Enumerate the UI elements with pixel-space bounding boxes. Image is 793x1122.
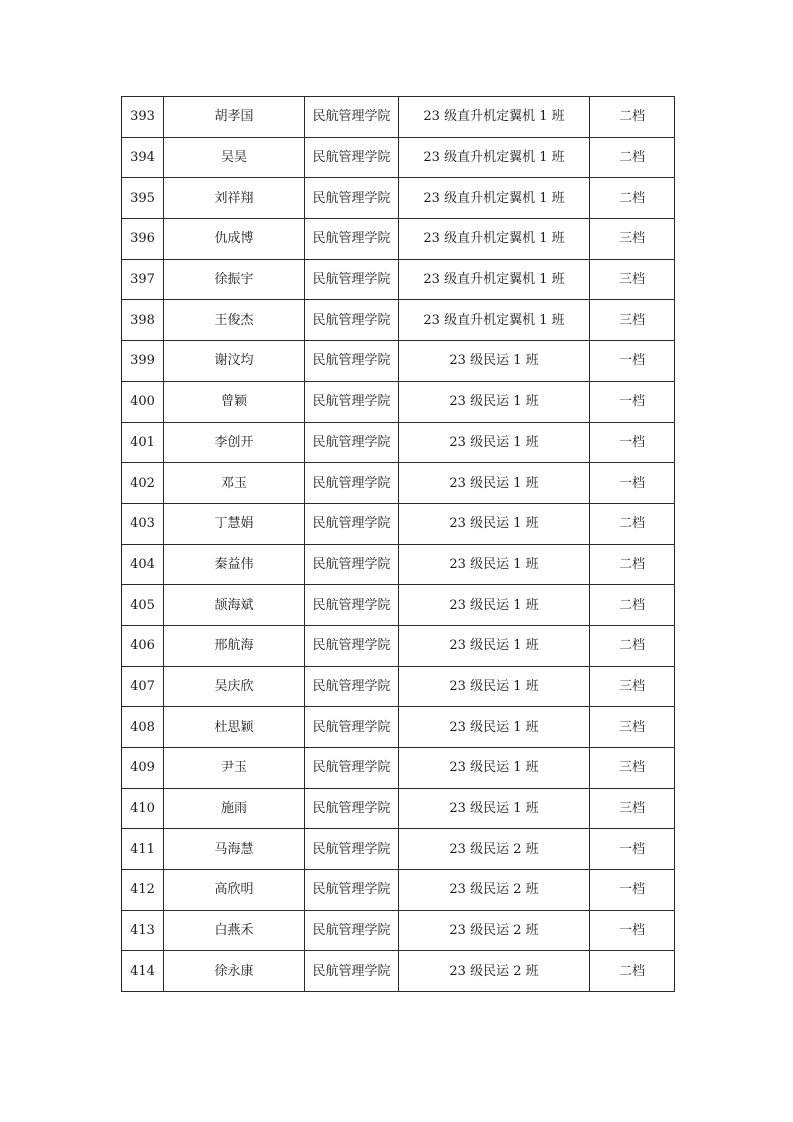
table-row [122,463,675,504]
grade-level-cell: 三档 [590,219,675,260]
table-row [122,585,675,626]
student-name-cell: 丁慧娟 [164,503,305,544]
student-name-cell: 徐永康 [164,951,305,992]
table-row [122,788,675,829]
class-cell: 23 级直升机定翼机 1 班 [399,137,590,178]
table-row [122,259,675,300]
student-name-cell: 吴昊 [164,137,305,178]
student-name-cell: 尹玉 [164,748,305,789]
serial-number-cell: 398 [122,300,164,341]
college-cell: 民航管理学院 [305,503,399,544]
table-row [122,829,675,870]
class-cell: 23 级民运 1 班 [399,707,590,748]
student-name-cell: 邢航海 [164,625,305,666]
student-name-cell: 马海慧 [164,829,305,870]
class-cell: 23 级直升机定翼机 1 班 [399,97,590,138]
grade-level-cell: 一档 [590,829,675,870]
student-name-cell: 刘祥翔 [164,178,305,219]
roster-body [122,97,675,992]
serial-number-cell: 406 [122,625,164,666]
table-row [122,666,675,707]
student-name-cell: 仇成博 [164,219,305,260]
grade-level-cell: 二档 [590,137,675,178]
table-row [122,748,675,789]
class-cell: 23 级民运 1 班 [399,381,590,422]
grade-level-cell: 一档 [590,463,675,504]
college-cell: 民航管理学院 [305,97,399,138]
class-cell: 23 级直升机定翼机 1 班 [399,259,590,300]
college-cell: 民航管理学院 [305,341,399,382]
student-name-cell: 谢汶均 [164,341,305,382]
table-row [122,381,675,422]
table-row [122,870,675,911]
table-row [122,910,675,951]
table-row [122,625,675,666]
class-cell: 23 级民运 1 班 [399,585,590,626]
table-row [122,137,675,178]
serial-number-cell: 411 [122,829,164,870]
college-cell: 民航管理学院 [305,870,399,911]
class-cell: 23 级民运 1 班 [399,625,590,666]
college-cell: 民航管理学院 [305,666,399,707]
serial-number-cell: 393 [122,97,164,138]
grade-level-cell: 二档 [590,97,675,138]
college-cell: 民航管理学院 [305,910,399,951]
serial-number-cell: 410 [122,788,164,829]
class-cell: 23 级民运 1 班 [399,748,590,789]
serial-number-cell: 402 [122,463,164,504]
college-cell: 民航管理学院 [305,219,399,260]
table-row [122,341,675,382]
serial-number-cell: 408 [122,707,164,748]
table-row [122,544,675,585]
table-row [122,97,675,138]
serial-number-cell: 409 [122,748,164,789]
grade-level-cell: 一档 [590,422,675,463]
grade-level-cell: 三档 [590,748,675,789]
serial-number-cell: 397 [122,259,164,300]
college-cell: 民航管理学院 [305,178,399,219]
table-row [122,219,675,260]
grade-level-cell: 一档 [590,381,675,422]
student-name-cell: 胡孝国 [164,97,305,138]
class-cell: 23 级民运 1 班 [399,788,590,829]
serial-number-cell: 401 [122,422,164,463]
grade-level-cell: 三档 [590,666,675,707]
class-cell: 23 级民运 1 班 [399,666,590,707]
serial-number-cell: 399 [122,341,164,382]
table-row [122,300,675,341]
college-cell: 民航管理学院 [305,625,399,666]
table-row [122,951,675,992]
college-cell: 民航管理学院 [305,951,399,992]
college-cell: 民航管理学院 [305,748,399,789]
student-name-cell: 邓玉 [164,463,305,504]
table-row [122,707,675,748]
serial-number-cell: 403 [122,503,164,544]
student-name-cell: 王俊杰 [164,300,305,341]
college-cell: 民航管理学院 [305,137,399,178]
class-cell: 23 级民运 2 班 [399,910,590,951]
college-cell: 民航管理学院 [305,463,399,504]
grade-level-cell: 三档 [590,300,675,341]
grade-level-cell: 二档 [590,544,675,585]
class-cell: 23 级直升机定翼机 1 班 [399,300,590,341]
class-cell: 23 级民运 2 班 [399,870,590,911]
table-row [122,503,675,544]
class-cell: 23 级民运 1 班 [399,503,590,544]
class-cell: 23 级民运 1 班 [399,341,590,382]
student-name-cell: 施雨 [164,788,305,829]
table-row [122,178,675,219]
grade-level-cell: 二档 [590,625,675,666]
college-cell: 民航管理学院 [305,422,399,463]
college-cell: 民航管理学院 [305,381,399,422]
grade-level-cell: 一档 [590,341,675,382]
serial-number-cell: 407 [122,666,164,707]
class-cell: 23 级民运 1 班 [399,463,590,504]
grade-level-cell: 一档 [590,870,675,911]
grade-level-cell: 二档 [590,503,675,544]
class-cell: 23 级民运 1 班 [399,544,590,585]
student-name-cell: 秦益伟 [164,544,305,585]
serial-number-cell: 400 [122,381,164,422]
serial-number-cell: 413 [122,910,164,951]
grade-level-cell: 二档 [590,178,675,219]
student-name-cell: 徐振宇 [164,259,305,300]
grade-level-cell: 二档 [590,585,675,626]
serial-number-cell: 404 [122,544,164,585]
grade-level-cell: 三档 [590,707,675,748]
college-cell: 民航管理学院 [305,300,399,341]
college-cell: 民航管理学院 [305,544,399,585]
grade-level-cell: 一档 [590,910,675,951]
student-name-cell: 颉海斌 [164,585,305,626]
class-cell: 23 级民运 2 班 [399,829,590,870]
student-name-cell: 高欣明 [164,870,305,911]
table-row [122,422,675,463]
serial-number-cell: 396 [122,219,164,260]
serial-number-cell: 414 [122,951,164,992]
grade-level-cell: 三档 [590,259,675,300]
college-cell: 民航管理学院 [305,259,399,300]
class-cell: 23 级民运 1 班 [399,422,590,463]
college-cell: 民航管理学院 [305,829,399,870]
grade-level-cell: 二档 [590,951,675,992]
grade-level-cell: 三档 [590,788,675,829]
college-cell: 民航管理学院 [305,585,399,626]
class-cell: 23 级直升机定翼机 1 班 [399,219,590,260]
serial-number-cell: 405 [122,585,164,626]
student-name-cell: 杜思颖 [164,707,305,748]
serial-number-cell: 412 [122,870,164,911]
serial-number-cell: 395 [122,178,164,219]
student-roster-table [121,96,675,992]
college-cell: 民航管理学院 [305,707,399,748]
serial-number-cell: 394 [122,137,164,178]
student-name-cell: 吴庆欣 [164,666,305,707]
student-name-cell: 李创开 [164,422,305,463]
class-cell: 23 级直升机定翼机 1 班 [399,178,590,219]
student-name-cell: 白燕禾 [164,910,305,951]
college-cell: 民航管理学院 [305,788,399,829]
student-name-cell: 曾颖 [164,381,305,422]
class-cell: 23 级民运 2 班 [399,951,590,992]
